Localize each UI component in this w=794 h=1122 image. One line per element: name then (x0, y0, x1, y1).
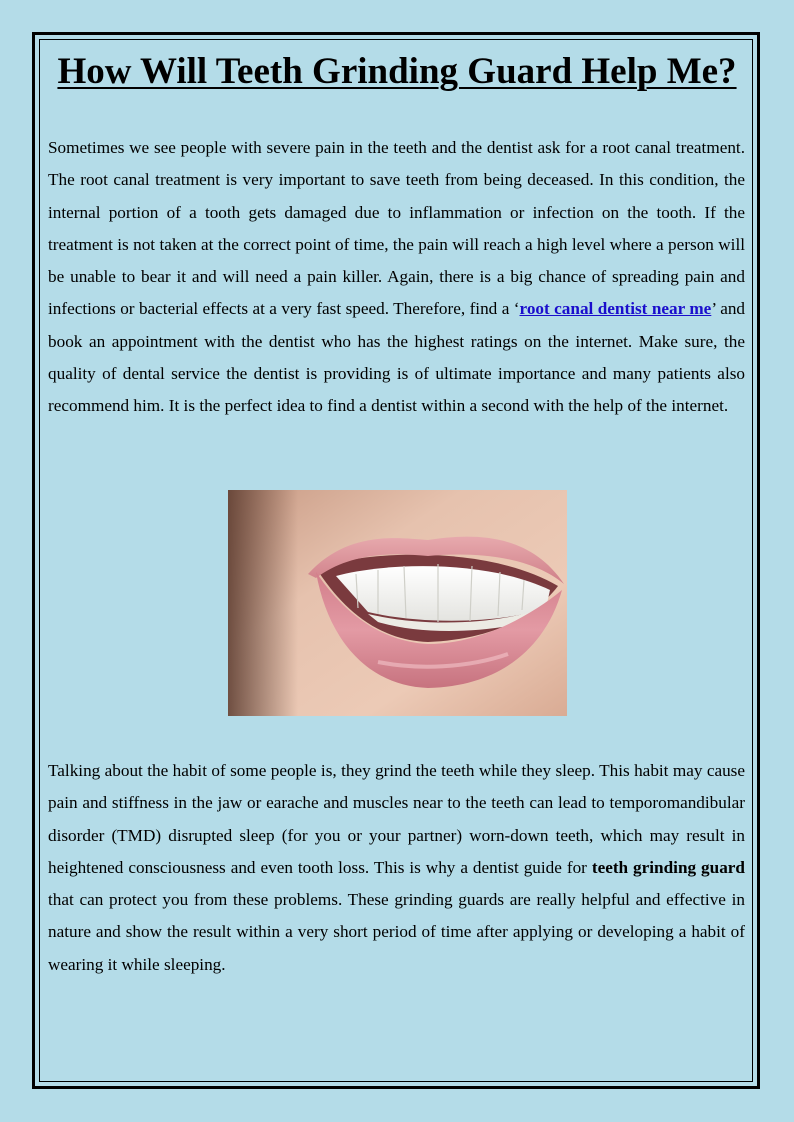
paragraph-2-text-start: Talking about the habit of some people is, they grind the teeth while they sleep. This habit may cause pain and stiffness in the jaw or earache and muscles near to the teeth can lead to temporomandibular disorder (TMD) disrupted sleep (for you or your partner) worn-down teeth, which may result in heightened consciousness and even tooth loss. This is why a dentist guide for (48, 761, 745, 877)
paragraph-2-text-end: that can protect you from these problems. These grinding guards are really helpful and effective in nature and show the result within a very short period of time after applying or developing a habit of wearing it while sleeping. (48, 890, 745, 974)
smile-photo (228, 490, 567, 716)
paragraph-1-text-end: ’ and book an appointment with the dentist who has the highest ratings on the internet. Make sure, the quality of dental service the dentist is providing is of ultimate importance and many patients also recommend him. It is the perfect idea to find a dentist within a second with the help of the internet. (48, 299, 746, 416)
teeth-grinding-guard-emphasis: teeth grinding guard (591, 857, 745, 877)
paragraph-root-canal (48, 132, 745, 423)
page-title: How Will Teeth Grinding Guard Help Me? (57, 51, 737, 92)
paragraph-teeth-grinding (48, 755, 745, 981)
root-canal-dentist-link[interactable]: root canal dentist near me (519, 299, 712, 319)
paragraph-1-text-start: Sometimes we see people with severe pain in the teeth and the dentist ask for a root canal treatment. The root canal treatment is very important to save teeth from being deceased. In this condition, the internal portion of a tooth gets damaged due to inflammation or infection on the tooth. If the treatment is not taken at the correct point of time, the pain will reach a high level where a person will be unable to bear it and will need a pain killer. Again, there is a big chance of spreading pain and infections or bacterial effects at a very fast speed. Therefore, find a ‘ (48, 138, 745, 319)
